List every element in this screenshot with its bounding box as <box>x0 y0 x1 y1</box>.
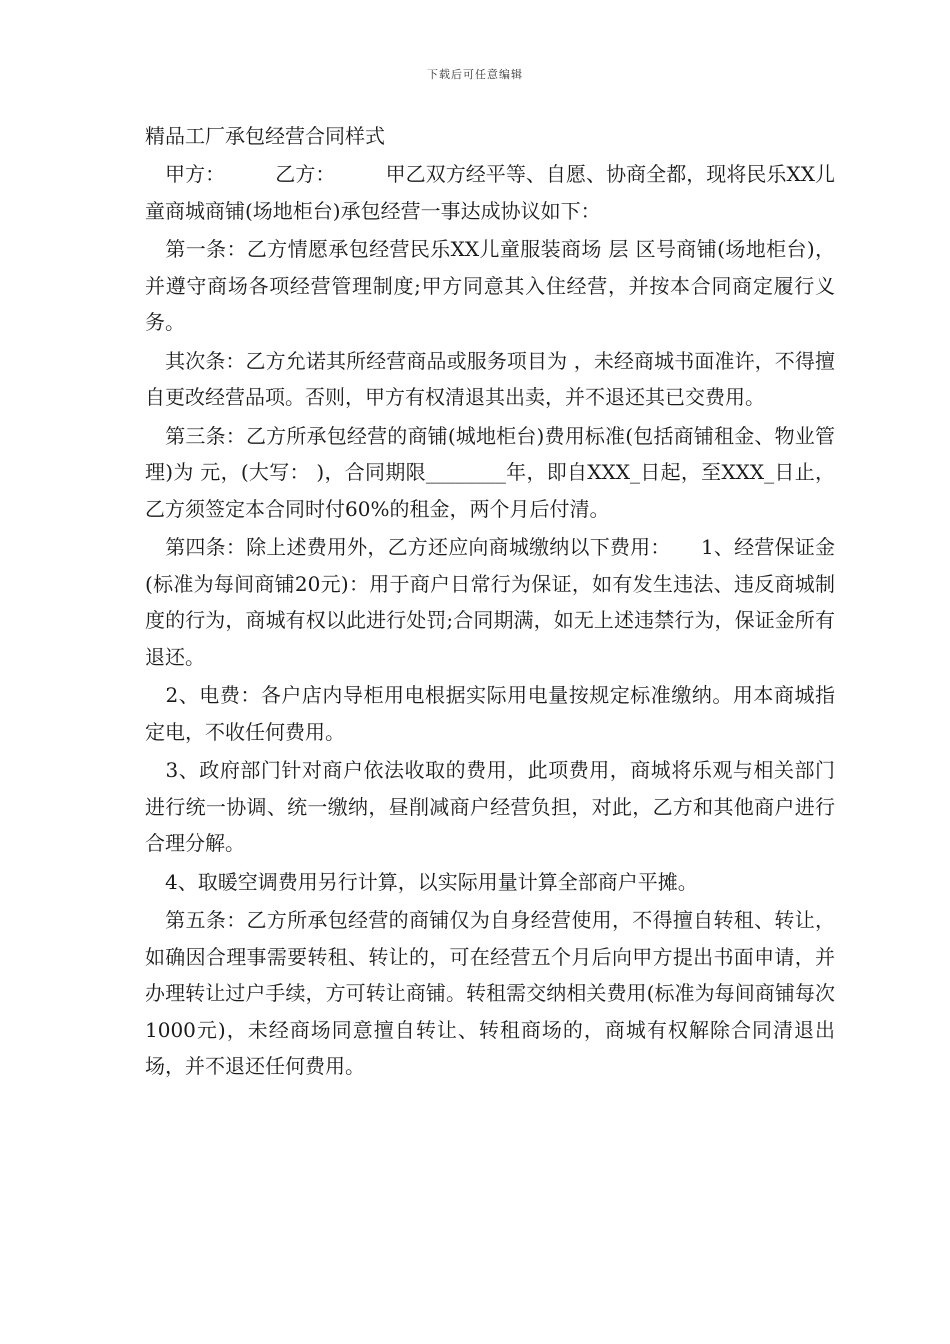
document-body <box>145 118 835 1087</box>
paragraph-article-5: 第五条：乙方所承包经营的商铺仅为自身经营使用，不得擅自转租、转让，如确因合理事需要转租、转让的，可在经营五个月后向甲方提出书面申请，并办理转让过户手续，方可转让商铺。转租需交纳相关费用(标准为每间商铺每次1000元)，未经商场同意擅自转让、转租商场的，商城有权解除合同清退出场，并不退还任何费用。 <box>145 908 835 1078</box>
paragraph-article-3: 第三条：乙方所承包经营的商铺(城地柜台)费用标准(包括商铺租金、物业管理)为 元，(大写： )，合同期限________年，即自XXX_日起，至XXX_日止，乙方须签定本合同时付60%的租金，两个月后付清。 <box>145 423 835 521</box>
paragraph-parties: 甲方： 乙方： 甲乙双方经平等、自愿、协商全都，现将民乐XX儿童商城商铺(场地柜台)承包经营一事达成协议如下： <box>145 162 835 223</box>
paragraph-item-3: 3、政府部门针对商户依法收取的费用，此项费用，商城将乐观与相关部门进行统一协调、统一缴纳，昼削减商户经营负担，对此，乙方和其他商户进行合理分解。 <box>145 758 835 855</box>
paragraph-article-1: 第一条：乙方情愿承包经营民乐XX儿童服装商场 层 区号商铺(场地柜台)，并遵守商场各项经营管理制度;甲方同意其入住经营，并按本合同商定履行义务。 <box>145 237 835 334</box>
paragraph-item-2: 2、电费：各户店内导柜用电根据实际用电量按规定标准缴纳。用本商城指定电，不收任何费用。 <box>145 683 835 744</box>
paragraph-item-4: 4、取暖空调费用另行计算，以实际用量计算全部商户平摊。 <box>145 869 698 894</box>
document-title: 精品工厂承包经营合同样式 <box>145 124 385 148</box>
page-header: 下载后可任意编辑 <box>427 68 523 81</box>
paragraph-article-2: 其次条：乙方允诺其所经营商品或服务项目为 ，未经商城书面准许，不得擅自更改经营品项。否则，甲方有权清退其出卖，并不退还其已交费用。 <box>145 348 835 409</box>
paragraph-article-4: 第四条：除上述费用外，乙方还应向商城缴纳以下费用： 1、经营保证金(标准为每间商铺20元)：用于商户日常行为保证，如有发生违法、违反商城制度的行为，商城有权以此进行处罚;合同期满，如无上述违禁行为，保证金所有退还。 <box>145 535 835 669</box>
